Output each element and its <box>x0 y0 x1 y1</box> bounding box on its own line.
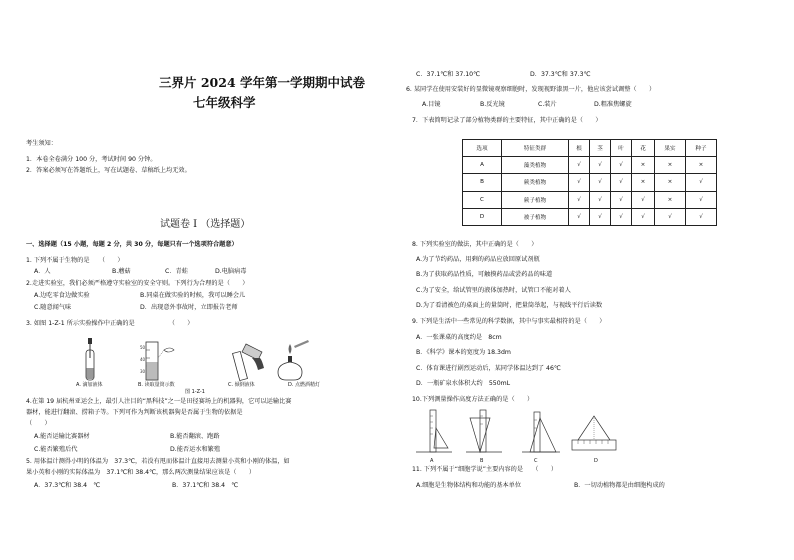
option: B.反光镜 <box>480 101 505 108</box>
notice-line: 1．本卷全卷满分 100 分，考试时间 90 分钟。 <box>26 156 157 163</box>
option: C.能否繁殖后代 <box>34 446 78 453</box>
figure-caption: B. 读取量筒示数 <box>138 382 175 388</box>
dropper-figure <box>86 338 94 380</box>
figure-number: 图 1-Z-1 <box>185 389 205 395</box>
question-9: 9. 下列是生活中一些常见的科学数据，其中与事实最相符的是（ ） <box>412 318 606 325</box>
question-3: 3. 如图 1-Z-1 所示实验操作中正确的是 （ ） <box>26 320 194 327</box>
section-heading: 一、选择题（15 小题，每题 2 分，共 30 分，每题只有一个选项符合题意） <box>26 241 238 248</box>
question-10: 10.下列测量操作高度方法正确的是（ ） <box>412 396 534 403</box>
figure-caption: D. 点燃酒精灯 <box>288 382 321 388</box>
table-cell: √ <box>611 157 632 174</box>
option: A．一张课桌的高度约是 8cm <box>416 334 502 341</box>
option: B.同桌在做实验的时候，我可以睡会儿 <box>140 292 246 299</box>
table-cell: √ <box>590 174 611 191</box>
table-cell: 被子植物 <box>502 208 569 225</box>
question-4-line: 器材，能进行翻滚、捞箱子等。下列可作为判断该机器狗是否属于生物的依据是 <box>26 409 243 416</box>
question-8: 8. 下列实验室的做法，其中正确的是（ ） <box>412 241 538 248</box>
table-cell: √ <box>686 174 717 191</box>
pouring-figure <box>233 344 264 381</box>
table-cell: √ <box>590 191 611 208</box>
table-header: 果实 <box>655 140 686 157</box>
table-header: 特征类群 <box>502 140 569 157</box>
table-cell: √ <box>569 208 590 225</box>
measure-figure-d <box>572 416 616 450</box>
table-cell: √ <box>611 191 632 208</box>
figure-label: A <box>430 458 434 464</box>
notice-heading: 考生须知： <box>26 140 57 147</box>
table-cell: × <box>655 174 686 191</box>
figure-caption: C. 倾倒液体 <box>228 382 255 388</box>
svg-text:30: 30 <box>140 369 146 374</box>
option: D.为了看清被色的桌面上的量筒时，把量筒举起，与视线平行后读数 <box>416 302 603 309</box>
option: D.粗准焦螺旋 <box>594 101 632 108</box>
volume-title: 试题卷 I （选择题） <box>160 219 251 230</box>
option: D.电脑病毒 <box>215 268 247 275</box>
table-cell: B <box>463 174 502 191</box>
table-cell: √ <box>686 208 717 225</box>
table-cell: √ <box>686 191 717 208</box>
option: B.蘑菇 <box>112 268 131 275</box>
table-cell: √ <box>632 191 655 208</box>
table-row <box>463 157 717 174</box>
question-1: 1. 下列不属于生物的是 （ ） <box>26 257 124 264</box>
table-cell: 蕨子植物 <box>502 191 569 208</box>
table-cell: 藻类植物 <box>502 157 569 174</box>
question-2: 2.走进实验室，我们必须严格遵守实验室的安全守则。下列行为合理的是（ ） <box>26 280 249 287</box>
question-5-line: 果小英和小刚的实际体温为 37.1℃和 38.4℃，那么两次测量结果应该是（ ） <box>26 469 256 476</box>
q10-figures <box>412 406 622 458</box>
table-cell: √ <box>611 174 632 191</box>
table-cell: A <box>463 157 502 174</box>
table-header: 花 <box>632 140 655 157</box>
option: B.能否翻滚、跑路 <box>170 433 220 440</box>
option: B.为了获取药品性质，可触摸药品或尝药品的味道 <box>416 271 553 278</box>
table-cell: C <box>463 191 502 208</box>
exam-subtitle: 七年级科学 <box>193 95 256 110</box>
figure-label: C <box>534 458 538 464</box>
option: D.能否运水和繁殖 <box>170 446 221 453</box>
svg-text:50: 50 <box>140 345 146 350</box>
option: D．一瓶矿泉水体积大约 550mL <box>416 380 511 387</box>
table-cell: × <box>686 157 717 174</box>
measure-figure-b <box>466 410 502 452</box>
notice-line: 2．答案必须写在答题纸上，写在试题卷、草稿纸上均无效。 <box>26 167 191 174</box>
option: C.随意闻气味 <box>34 304 72 311</box>
option: D．出现意外事故时，立即报告老师 <box>140 304 238 311</box>
option: B．一切动植物都是由细胞构成的 <box>574 482 665 489</box>
question-4-line: （ ） <box>26 420 51 427</box>
question-4: 4.在第 19 届杭州亚运会上，最引人注目的“黑科技”之一是田径赛场上的机器狗，它可以运输比赛 <box>26 398 292 405</box>
table-header: 种子 <box>686 140 717 157</box>
question-7: 7．下表简明记录了部分植物类群的主要特征，其中正确的是（ ） <box>412 117 602 124</box>
question-6: 6. 某同学在使用安装好的显微镜观察细胞时，发现视野漆黑一片，他应该尝试调整（ ） <box>406 86 656 93</box>
table-cell: × <box>655 191 686 208</box>
figure-caption: A. 滴加液体 <box>76 382 103 388</box>
option: A.目镜 <box>422 101 441 108</box>
option: A.细胞是生物体结构和功能的基本单位 <box>416 482 522 489</box>
measure-figure-a <box>416 410 452 452</box>
table-cell: √ <box>569 191 590 208</box>
option: A.边吃零食边做实验 <box>34 292 90 299</box>
table-cell: × <box>632 157 655 174</box>
measure-figure-c <box>522 412 560 452</box>
option: A.为了节约药品，用剩的药品应放回原试剂瓶 <box>416 256 540 263</box>
table-cell: √ <box>569 174 590 191</box>
table-cell: √ <box>590 208 611 225</box>
alcohol-lamp-figure <box>278 340 309 380</box>
question-11: 11. 下列不属于“细胞学说”主要内容的是 （ ） <box>412 466 558 473</box>
table-cell: 蕨类植物 <box>502 174 569 191</box>
option: D．37.3℃和 37.3℃ <box>530 71 591 78</box>
table-row <box>463 208 717 225</box>
question-5: 5. 用体温计测得小明的体温为 37.3℃，若没有甩而体温计直接用去测量小英和小刚的体温，如 <box>26 458 290 465</box>
exam-title: 三界片 2024 学年第一学期期中试卷 <box>159 75 365 90</box>
svg-text:40: 40 <box>140 357 146 362</box>
table-cell: √ <box>611 208 632 225</box>
table-header-row <box>463 140 717 157</box>
table-row <box>463 174 717 191</box>
option: C.为了安全，给试管里的液体加热时，试管口不能对着人 <box>416 287 571 294</box>
option: C．体育课进行剧烈运动后，某同学体温达到了 46℃ <box>416 365 561 372</box>
table-cell: D <box>463 208 502 225</box>
table-cell: √ <box>590 157 611 174</box>
option: A.能否运输比赛器材 <box>34 433 90 440</box>
option: A．人 <box>34 268 51 275</box>
table-header: 选项 <box>463 140 502 157</box>
figure-label: B <box>480 458 484 464</box>
table-cell: √ <box>655 208 686 225</box>
table-cell: √ <box>632 208 655 225</box>
table-cell: × <box>655 157 686 174</box>
table-row <box>463 191 717 208</box>
option: B．《科学》课本的宽度为 18.3dm <box>416 349 511 356</box>
plant-feature-table <box>462 139 717 226</box>
table-header: 根 <box>569 140 590 157</box>
option: C．青蛙 <box>165 268 188 275</box>
option: C.装片 <box>538 101 557 108</box>
table-header: 茎 <box>590 140 611 157</box>
table-header: 叶 <box>611 140 632 157</box>
figure-label: D <box>594 458 598 464</box>
option: C．37.1℃和 37.10℃ <box>416 71 481 78</box>
option: B．37.1℃和 38.4 ℃ <box>172 482 239 489</box>
cylinder-figure <box>140 342 174 380</box>
option: A．37.3℃和 38.4 ℃ <box>34 482 101 489</box>
table-cell: × <box>632 174 655 191</box>
table-cell: √ <box>569 157 590 174</box>
